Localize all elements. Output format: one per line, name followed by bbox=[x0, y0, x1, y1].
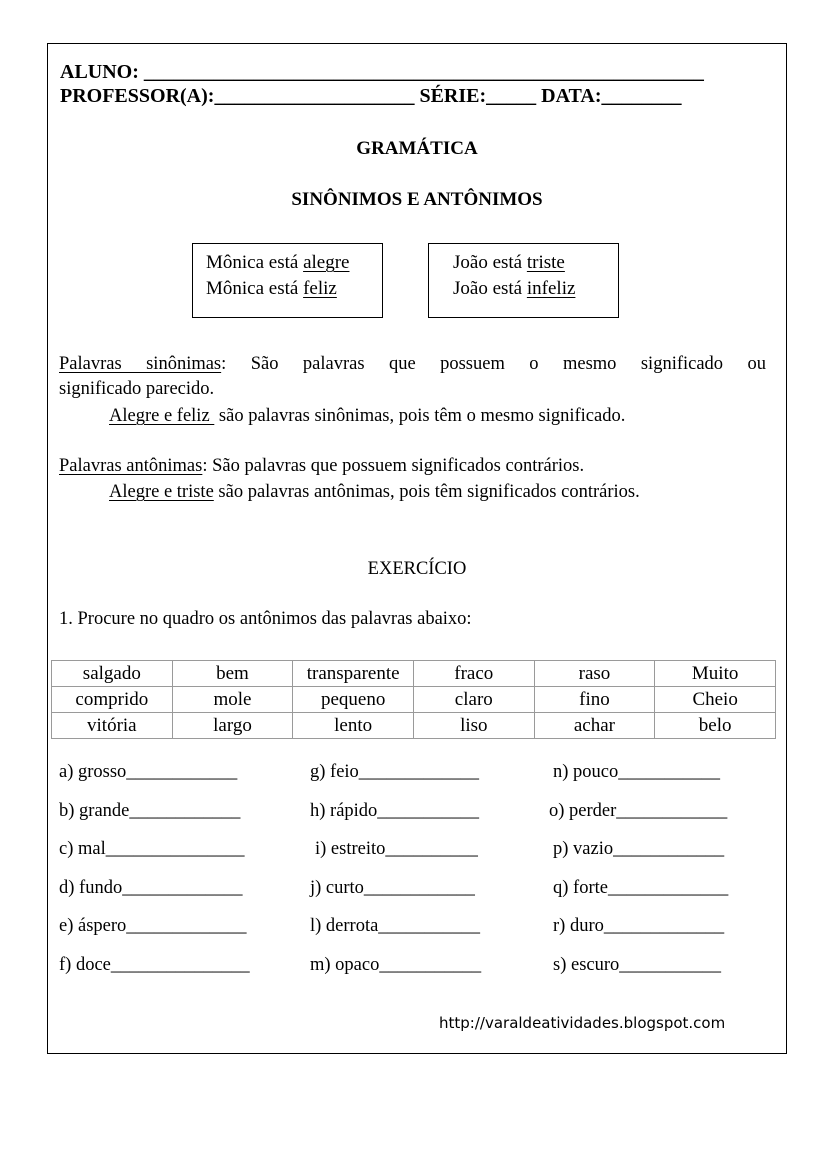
word-table-row bbox=[52, 661, 776, 687]
answer-item[interactable]: l) derrota___________ bbox=[310, 916, 481, 936]
grade-label: SÉRIE: bbox=[419, 85, 487, 107]
word-table-cell: Cheio bbox=[655, 687, 776, 713]
answer-item[interactable]: p) vazio____________ bbox=[553, 839, 725, 859]
word-table-cell: salgado bbox=[52, 661, 173, 687]
word-table-cell: fraco bbox=[413, 661, 534, 687]
synonyms-term: Palavras sinônimas bbox=[59, 354, 222, 374]
exercise-instruction: 1. Procure no quadro os antônimos das palavras abaixo: bbox=[59, 609, 472, 629]
highlighted-word: alegre bbox=[303, 252, 350, 273]
teacher-label: PROFESSOR(A): bbox=[60, 85, 215, 107]
highlighted-word: feliz bbox=[303, 278, 337, 299]
teacher-info-line bbox=[60, 85, 682, 108]
date-blank[interactable]: ________ bbox=[601, 85, 682, 107]
word-table-cell: transparente bbox=[293, 661, 414, 687]
antonyms-term: Palavras antônimas bbox=[59, 456, 203, 476]
answer-item[interactable]: b) grande____________ bbox=[59, 800, 241, 821]
antonyms-example-words: Alegre e triste bbox=[109, 482, 214, 502]
answer-item[interactable]: s) escuro___________ bbox=[553, 954, 722, 975]
grade-blank[interactable]: _____ bbox=[486, 85, 537, 107]
word-table-cell: largo bbox=[172, 713, 293, 739]
word-table-cell: pequeno bbox=[293, 687, 414, 713]
word-table bbox=[51, 660, 776, 739]
answer-item[interactable]: f) doce_______________ bbox=[59, 954, 250, 975]
word-table-cell: achar bbox=[534, 713, 655, 739]
word-table-cell: fino bbox=[534, 687, 655, 713]
answer-item[interactable]: g) feio_____________ bbox=[310, 762, 480, 782]
answer-item[interactable]: a) grosso____________ bbox=[59, 762, 238, 782]
answer-item[interactable]: r) duro_____________ bbox=[553, 916, 725, 936]
answer-item[interactable]: c) mal_______________ bbox=[59, 839, 245, 859]
answer-item[interactable]: j) curto____________ bbox=[310, 877, 475, 898]
date-label: DATA: bbox=[541, 85, 602, 107]
word-table-cell: vitória bbox=[52, 713, 173, 739]
antonyms-definition: Palavras antônimas: São palavras que possuem significados contrários. bbox=[59, 456, 585, 476]
word-table-row bbox=[52, 687, 776, 713]
synonyms-example-words: Alegre e feliz bbox=[109, 406, 215, 426]
word-table-cell: bem bbox=[172, 661, 293, 687]
word-table-cell: lento bbox=[293, 713, 414, 739]
word-table-cell: liso bbox=[413, 713, 534, 739]
teacher-name-blank[interactable]: ____________________ bbox=[214, 85, 415, 107]
synonym-example-box bbox=[192, 243, 383, 318]
subject-title: GRAMÁTICA bbox=[356, 138, 478, 159]
synonyms-definition: Palavras sinônimas: São palavras que possuem o mesmo significado ou bbox=[59, 354, 766, 374]
word-table-cell: comprido bbox=[52, 687, 173, 713]
worksheet-page bbox=[47, 43, 787, 1054]
source-url[interactable]: http://varaldeatividades.blogspot.com bbox=[439, 1014, 726, 1032]
answer-item[interactable]: o) perder____________ bbox=[549, 800, 728, 821]
student-name-blank[interactable]: ________________________________________________________ bbox=[143, 61, 704, 83]
word-table-cell: mole bbox=[172, 687, 293, 713]
antonym-example-box bbox=[428, 243, 619, 318]
word-table-cell: Muito bbox=[655, 661, 776, 687]
synonyms-definition-continued: significado parecido. bbox=[59, 379, 215, 399]
word-table-cell: claro bbox=[413, 687, 534, 713]
answer-item[interactable]: i) estreito__________ bbox=[315, 839, 478, 859]
answer-item[interactable]: m) opaco___________ bbox=[310, 954, 482, 975]
synonyms-example: Alegre e feliz são palavras sinônimas, pois têm o mesmo significado. bbox=[109, 406, 626, 426]
answer-item[interactable]: e) áspero_____________ bbox=[59, 916, 247, 936]
student-label: ALUNO: bbox=[60, 61, 139, 83]
highlighted-word: infeliz bbox=[526, 278, 576, 299]
answer-item[interactable]: d) fundo_____________ bbox=[59, 877, 243, 898]
word-table-cell: raso bbox=[534, 661, 655, 687]
example-sentence: Mônica está alegre bbox=[206, 252, 350, 273]
example-sentence: João está infeliz bbox=[453, 278, 576, 299]
answer-item[interactable]: h) rápido___________ bbox=[310, 800, 480, 821]
student-name-line bbox=[60, 61, 704, 84]
example-sentence: Mônica está feliz bbox=[206, 278, 337, 299]
example-sentence: João está triste bbox=[453, 252, 565, 273]
exercise-title: EXERCÍCIO bbox=[367, 559, 467, 579]
word-table-row bbox=[52, 713, 776, 739]
answer-item[interactable]: q) forte_____________ bbox=[553, 877, 729, 898]
topic-title: SINÔNIMOS E ANTÔNIMOS bbox=[291, 189, 543, 210]
highlighted-word: triste bbox=[526, 252, 565, 273]
word-table-cell: belo bbox=[655, 713, 776, 739]
antonyms-example: Alegre e triste são palavras antônimas, pois têm significados contrários. bbox=[109, 482, 640, 502]
answer-item[interactable]: n) pouco___________ bbox=[553, 762, 720, 782]
